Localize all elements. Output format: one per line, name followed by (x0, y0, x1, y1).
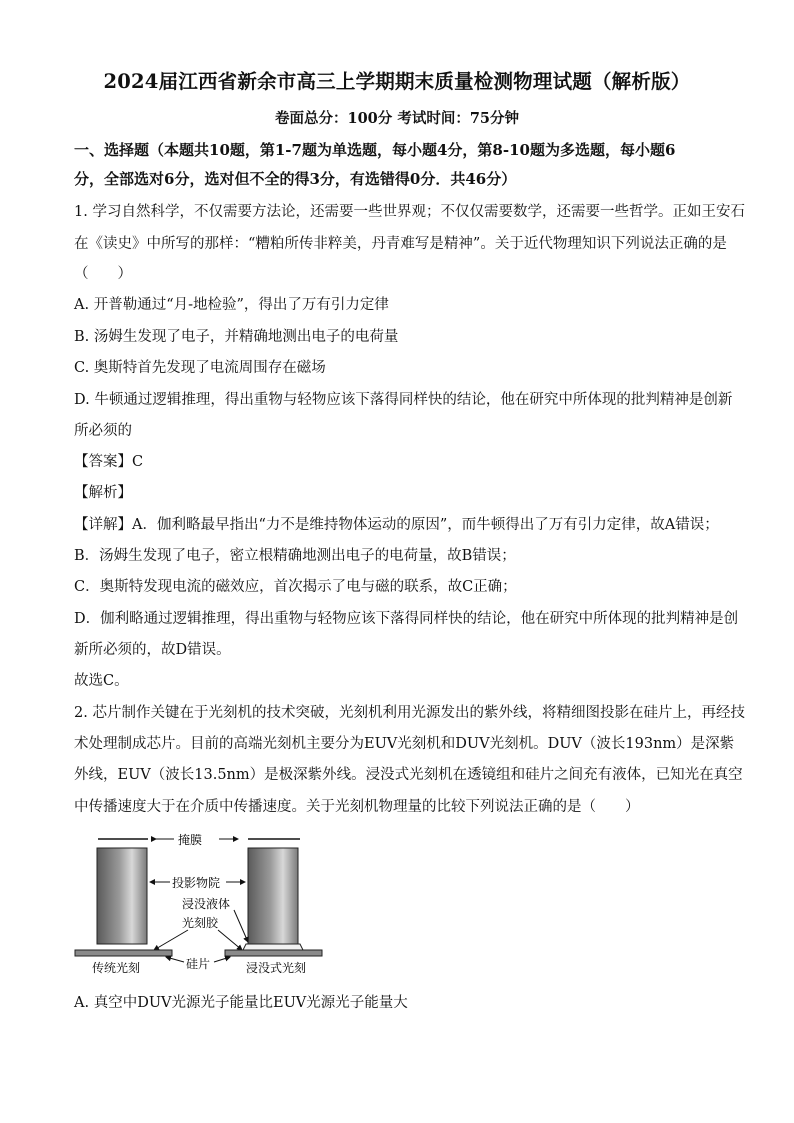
right-caption: 浸没式光刻 (246, 961, 307, 975)
q2-stem-line: 中传播速度大于在介质中传播速度。关于光刻机物理量的比较下列说法正确的是（ ） (74, 799, 640, 815)
q1-option-d: D. 牛顿通过逻辑推理，得出重物与轻物应该下落得同样快的结论，他在研究中所体现的批判精神是创新 (74, 392, 733, 408)
q1-conclusion: 故选C。 (74, 673, 129, 689)
q1-detail-line: C．奥斯特发现电流的磁效应，首次揭示了电与磁的联系，故C正确； (74, 579, 517, 595)
q1-detail-line: 【详解】A．伽利略最早指出“力不是维持物体运动的原因”，而牛顿得出了万有引力定律，故A错误； (74, 517, 719, 533)
left-wafer (75, 950, 172, 956)
q2-stem-line: 外线，EUV（波长13.5nm）是极深紫外线。浸没式光刻机在透镜组和硅片之间充有液体，已知光在真空 (74, 767, 743, 783)
q1-option-c: C. 奥斯特首先发现了电流周围存在磁场 (74, 360, 326, 376)
lens-label: 投影物院 (172, 876, 221, 890)
mask-label: 掩膜 (178, 833, 203, 847)
document-title: 2024届江西省新余市高三上学期期末质量检测物理试题（解析版） (103, 70, 691, 93)
section-header-line: 一、选择题（本题共10题，第1-7题为单选题，每小题4分，第8-10题为多选题，每小题6 (74, 141, 676, 159)
q2-stem-line: 2. 芯片制作关键在于光刻机的技术突破，光刻机利用光源发出的紫外线，将精细图投影在硅片上，再经技 (74, 705, 745, 721)
left-lens (97, 848, 147, 944)
immersion-liquid (243, 944, 303, 950)
q1-option-a: A. 开普勒通过“月-地检验”，得出了万有引力定律 (74, 297, 389, 313)
section-header (74, 136, 724, 194)
wafer-label: 硅片 (186, 957, 211, 971)
resist-label: 光刻胶 (182, 916, 219, 930)
lithography-figure (70, 826, 330, 976)
q1-stem-line: 1. 学习自然科学，不仅需要方法论，还需要一些世界观；不仅仅需要数学，还需要一些哲学。正如王安石 (74, 204, 745, 220)
q1-answer: 【答案】C (74, 454, 144, 470)
q1-analysis-label: 【解析】 (74, 485, 132, 501)
section-header-line: 分，全部选对6分，选对但不全的得3分，有选错得0分．共46分） (74, 170, 517, 188)
q1-stem-line: 在《读史》中所写的那样：“糟粕所传非粹美，丹青难写是精神”。关于近代物理知识下列说法正确的是 (74, 236, 727, 252)
exam-info: 卷面总分：100分 考试时间：75分钟 (275, 110, 519, 127)
q1-option-d: 所必须的 (74, 423, 132, 439)
right-wafer (225, 950, 322, 956)
q1-detail-line: 新所必须的，故D错误。 (74, 642, 231, 658)
q2-stem-line: 术处理制成芯片。目前的高端光刻机主要分为EUV光刻机和DUV光刻机。DUV（波长193nm）是深紫 (74, 736, 735, 752)
liquid-label: 浸没液体 (182, 897, 231, 911)
q2-option-a: A. 真空中DUV光源光子能量比EUV光源光子能量大 (74, 995, 408, 1011)
q1-option-b: B. 汤姆生发现了电子，并精确地测出电子的电荷量 (74, 329, 399, 345)
q1-stem-line: （ ） (74, 266, 132, 282)
q1-detail-line: B．汤姆生发现了电子，密立根精确地测出电子的电荷量，故B错误； (74, 548, 516, 564)
right-lens (248, 848, 298, 944)
left-caption: 传统光刻 (92, 961, 141, 975)
q1-detail-line: D．伽利略通过逻辑推理，得出重物与轻物应该下落得同样快的结论，他在研究中所体现的批判精神是创 (74, 611, 739, 627)
